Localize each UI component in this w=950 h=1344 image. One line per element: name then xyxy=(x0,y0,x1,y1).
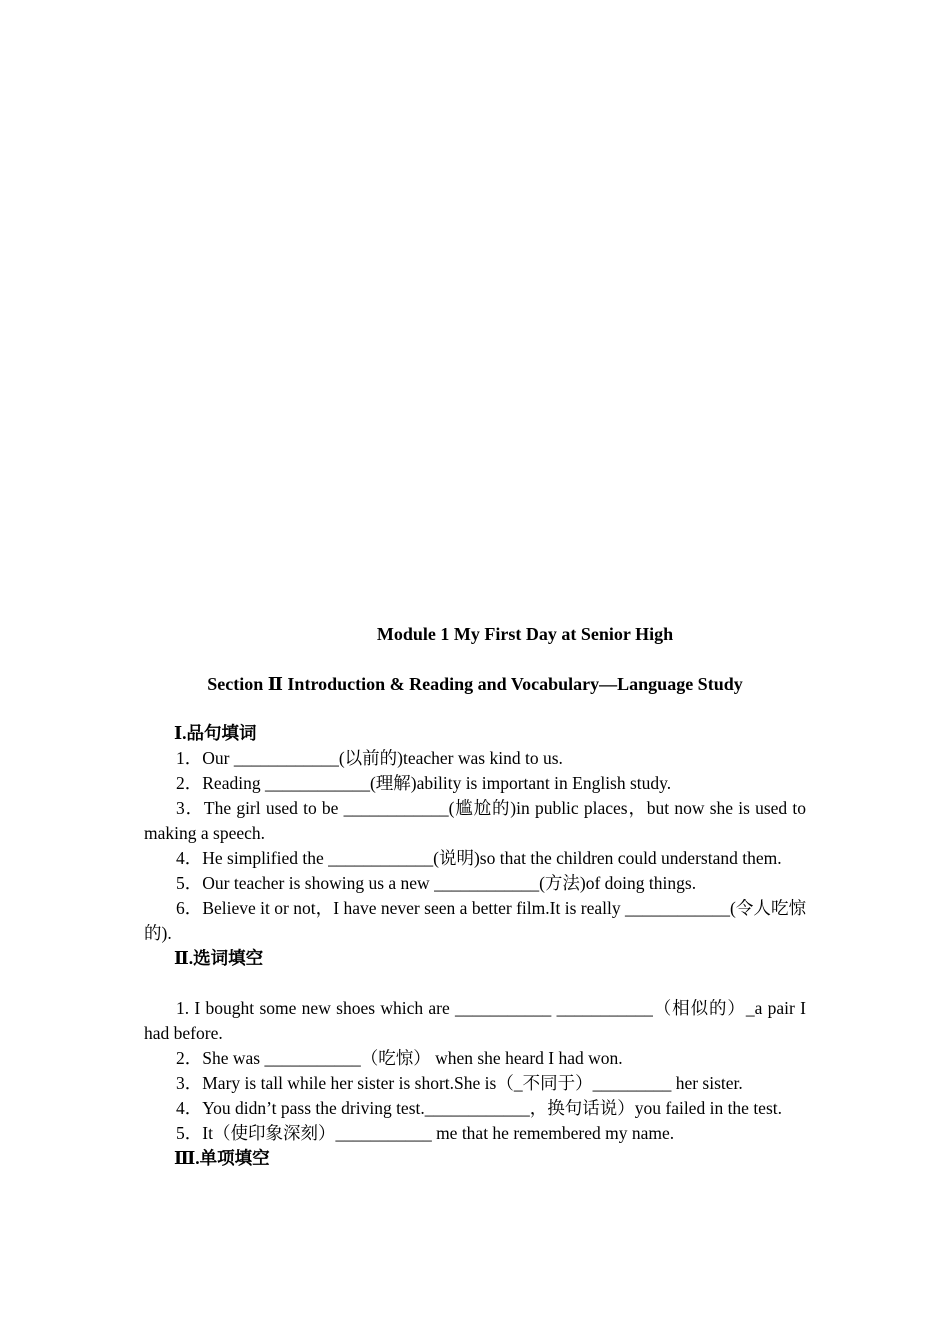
document-subtitle: Section Ⅱ Introduction & Reading and Vocabulary—Language Study xyxy=(207,674,743,694)
exercise-item: 5．It（使印象深刻）___________ me that he remembered my name. xyxy=(176,1123,675,1143)
exercise-item: 3．Mary is tall while her sister is short.She is（_不同于）_________ her sister. xyxy=(176,1073,743,1093)
exercise-item: 5．Our teacher is showing us a new ____________(方法)of doing things. xyxy=(176,873,697,893)
exercise-item: 6．Believe it or not，I have never seen a better film.It is really ____________(令人吃惊的). xyxy=(144,898,806,943)
section-heading-2: Ⅱ.选词填空 xyxy=(174,948,264,968)
exercise-item: 1．Our ____________(以前的)teacher was kind to us. xyxy=(176,748,563,768)
exercise-item: 3．The girl used to be ____________(尴尬的)in public places，but now she is used to making a speech. xyxy=(144,798,806,843)
document-title: Module 1 My First Day at Senior High xyxy=(376,624,674,644)
exercise-item: 2．Reading ____________(理解)ability is important in English study. xyxy=(176,773,672,793)
exercise-item: 4．He simplified the ____________(说明)so that the children could understand them. xyxy=(176,848,782,868)
exercise-item: 2．She was ___________（吃惊） when she heard I had won. xyxy=(176,1048,623,1068)
section-heading-1: Ⅰ.品句填词 xyxy=(174,723,257,743)
blank-line xyxy=(144,971,806,996)
exercise-item: 1. I bought some new shoes which are ___________ ___________（相似的）_a pair I had before. xyxy=(144,998,806,1043)
exercise-item: 4．You didn’t pass the driving test.____________，换句话说）you failed in the test. xyxy=(176,1098,782,1118)
section-heading-3: Ⅲ.单项填空 xyxy=(174,1148,270,1168)
document-page xyxy=(144,620,806,1171)
